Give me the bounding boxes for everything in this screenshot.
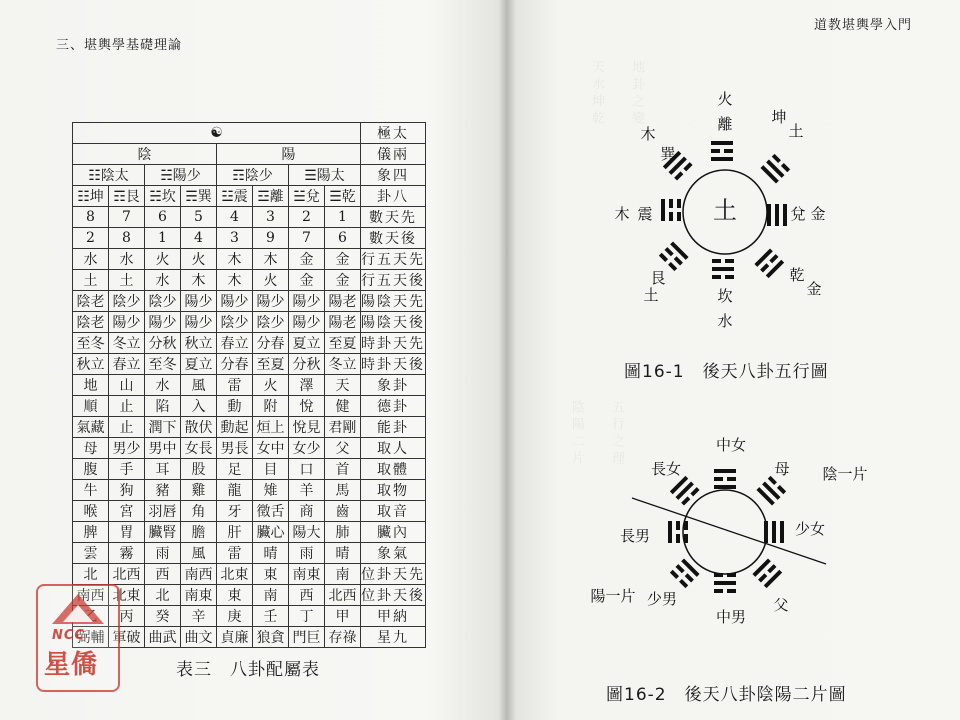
table-cell: 角 xyxy=(181,501,217,522)
diagram-label: 陽一片 xyxy=(590,587,636,605)
table-cell: 晴 xyxy=(253,543,289,564)
table-cell: 雨 xyxy=(145,543,181,564)
diagram-label: 中男 xyxy=(715,608,747,626)
table-cell: 足 xyxy=(217,459,253,480)
table-cell: 陽少 xyxy=(289,291,325,312)
table-cell: 天 xyxy=(325,375,361,396)
row-label: 位卦天先 xyxy=(361,564,426,585)
table-cell: 5 xyxy=(181,207,217,228)
table-cell: 陰少 xyxy=(253,312,289,333)
row-label: 行五天先 xyxy=(361,249,426,270)
table-cell: 牛 xyxy=(73,480,109,501)
table-cell: 春立 xyxy=(109,354,145,375)
table-cell: 木 xyxy=(181,270,217,291)
table-cell: 牙 xyxy=(217,501,253,522)
table-cell: ☴巽 xyxy=(181,186,217,207)
diagram-label: 坤 xyxy=(771,108,787,126)
table-cell: 雷 xyxy=(217,375,253,396)
diagram-label: 陰一片 xyxy=(822,465,868,483)
table-cell: 母 xyxy=(73,438,109,459)
table-cell: ☶陰少 xyxy=(217,165,289,186)
trigram-icon xyxy=(714,469,736,489)
table-cell: 至冬 xyxy=(73,333,109,354)
table-cell: 地 xyxy=(73,375,109,396)
table-cell: 冬立 xyxy=(109,333,145,354)
diagram-label: 父 xyxy=(773,596,789,614)
table-cell: 火 xyxy=(145,249,181,270)
table-cell: 分春 xyxy=(253,333,289,354)
table-cell: 齒 xyxy=(325,501,361,522)
diagram-label: 艮 xyxy=(650,269,666,287)
bleed-through-text: 五行之理 xyxy=(609,400,624,468)
table-cell: 陽少 xyxy=(289,312,325,333)
row-label: 取人 xyxy=(361,438,426,459)
table-cell: 膽 xyxy=(181,522,217,543)
table-cell: 3 xyxy=(253,207,289,228)
table-cell: 雞 xyxy=(181,480,217,501)
table-cell: 悅 xyxy=(289,396,325,417)
table-cell: 土 xyxy=(109,270,145,291)
table-cell: 脾 xyxy=(73,522,109,543)
table-cell: 軍破 xyxy=(109,627,145,648)
table-cell: 南東 xyxy=(181,585,217,606)
table-cell: 8 xyxy=(73,207,109,228)
table-cell: 腹 xyxy=(73,459,109,480)
row-label: 星九 xyxy=(361,627,426,648)
table-cell: 霧 xyxy=(109,543,145,564)
table-cell: 北 xyxy=(73,564,109,585)
table-cell: 火 xyxy=(253,375,289,396)
table-cell: 臟腎 xyxy=(145,522,181,543)
table-cell: 陷 xyxy=(145,396,181,417)
stamp-latin: NCC xyxy=(52,628,85,643)
table-cell: 門巨 xyxy=(289,627,325,648)
table-cell: 6 xyxy=(325,228,361,249)
table-cell: 狗 xyxy=(109,480,145,501)
table-cell: 7 xyxy=(109,207,145,228)
table-cell: 癸 xyxy=(145,606,181,627)
table-cell: 首 xyxy=(325,459,361,480)
table-cell: 君剛 xyxy=(325,417,361,438)
table-cell: 宮 xyxy=(109,501,145,522)
table-cell: 陽 xyxy=(217,144,361,165)
table-cell: 雷 xyxy=(217,543,253,564)
table-cell: 2 xyxy=(73,228,109,249)
diagram-label: 金 xyxy=(810,205,826,223)
table-cell: 陰 xyxy=(73,144,217,165)
bleed-through-text: 天水坤乾 xyxy=(589,60,604,128)
table-cell: ☯ xyxy=(73,123,361,144)
row-label: 位卦天後 xyxy=(361,585,426,606)
diagram-label: 震 xyxy=(637,205,653,223)
table-cell: 陰少 xyxy=(217,312,253,333)
row-label: 象卦 xyxy=(361,375,426,396)
table-cell: ☷陰太 xyxy=(73,165,145,186)
table-cell: ☵坎 xyxy=(145,186,181,207)
diagram-label: 金 xyxy=(806,280,822,298)
table-cell: 悅見 xyxy=(289,417,325,438)
row-label: 象四 xyxy=(361,165,426,186)
table-cell: 金 xyxy=(289,270,325,291)
table-cell: ☵陽少 xyxy=(145,165,217,186)
table-cell: 南西 xyxy=(73,585,109,606)
table-cell: 馬 xyxy=(325,480,361,501)
table-cell: 水 xyxy=(73,249,109,270)
table-cell: 陽少 xyxy=(145,312,181,333)
row-label: 取物 xyxy=(361,480,426,501)
row-label: 德卦 xyxy=(361,396,426,417)
table-cell: 水 xyxy=(109,249,145,270)
table-cell: 陽少 xyxy=(217,291,253,312)
row-label: 象氣 xyxy=(361,543,426,564)
diagram-label: 土 xyxy=(788,122,804,140)
center-label: 土 xyxy=(713,196,737,225)
table-cell: 烜上 xyxy=(253,417,289,438)
table-cell: 胃 xyxy=(109,522,145,543)
table-cell: 存祿 xyxy=(325,627,361,648)
table-cell: 夏立 xyxy=(289,333,325,354)
table-cell: 豬 xyxy=(145,480,181,501)
table-cell: ☰陽太 xyxy=(289,165,361,186)
table-cell: 陽少 xyxy=(181,291,217,312)
table-cell: 北 xyxy=(145,585,181,606)
trigram-icon xyxy=(754,248,784,278)
row-label: 時卦天後 xyxy=(361,354,426,375)
figure1-caption: 圖16-1 後天八卦五行圖 xyxy=(624,362,829,382)
table-cell: 女中 xyxy=(253,438,289,459)
table-cell: 狼貪 xyxy=(253,627,289,648)
table-caption: 表三 八卦配屬表 xyxy=(176,660,320,680)
trigram-icon xyxy=(670,476,700,506)
table-cell: 健 xyxy=(325,396,361,417)
table-cell: 壬 xyxy=(253,606,289,627)
table-cell: 貞廉 xyxy=(217,627,253,648)
table-cell: 甲 xyxy=(325,606,361,627)
table-cell: 陽少 xyxy=(109,312,145,333)
table-cell: 分秋 xyxy=(289,354,325,375)
diagram-label: 乾 xyxy=(789,266,805,284)
table-cell: 男中 xyxy=(145,438,181,459)
diagram-label: 水 xyxy=(717,312,733,330)
bleed-through-text: 陰陽二片 xyxy=(569,400,584,468)
diagram-label: 母 xyxy=(774,460,790,478)
table-cell: 男少 xyxy=(109,438,145,459)
left-running-title: 三、堪輿學基礎理論 xyxy=(56,38,183,53)
table-cell: 耳 xyxy=(145,459,181,480)
table-cell: 土 xyxy=(73,270,109,291)
table-cell: 冬立 xyxy=(325,354,361,375)
table-cell: 北東 xyxy=(109,585,145,606)
table-cell: 陰少 xyxy=(109,291,145,312)
table-cell: 辛 xyxy=(181,606,217,627)
table-cell: 東 xyxy=(217,585,253,606)
table-cell: 弼輔 xyxy=(73,627,109,648)
diagram-label: 中女 xyxy=(715,436,747,454)
table-cell: 7 xyxy=(289,228,325,249)
row-label: 甲納 xyxy=(361,606,426,627)
table-cell: 曲武 xyxy=(145,627,181,648)
table-cell: 止 xyxy=(109,396,145,417)
table-cell: 曲文 xyxy=(181,627,217,648)
table-cell: 8 xyxy=(109,228,145,249)
table-cell: 金 xyxy=(325,249,361,270)
table-cell: 陽少 xyxy=(253,291,289,312)
table-cell: 徵舌 xyxy=(253,501,289,522)
table-cell: 木 xyxy=(217,249,253,270)
table-cell: 分秋 xyxy=(145,333,181,354)
watermark-stamp xyxy=(36,584,120,692)
trigram-icon xyxy=(752,558,782,588)
table-cell: 順 xyxy=(73,396,109,417)
table-cell: ☰乾 xyxy=(325,186,361,207)
table-cell: 動起 xyxy=(217,417,253,438)
diagram-label: 木 xyxy=(614,205,630,223)
trigram-icon xyxy=(764,521,784,543)
trigram-icon xyxy=(760,154,790,184)
row-label: 數天先 xyxy=(361,207,426,228)
table-cell: 男長 xyxy=(217,438,253,459)
row-label: 數天後 xyxy=(361,228,426,249)
table-cell: ☱兌 xyxy=(289,186,325,207)
table-cell: 春立 xyxy=(217,333,253,354)
table-cell: 秋立 xyxy=(73,354,109,375)
table-cell: ☳震 xyxy=(217,186,253,207)
table-cell: 北西 xyxy=(325,585,361,606)
table-cell: 肝 xyxy=(217,522,253,543)
diagram-label: 少男 xyxy=(646,590,678,608)
diagram-label: 長男 xyxy=(619,527,651,545)
table-cell: 分春 xyxy=(217,354,253,375)
table-cell: 陽老 xyxy=(325,291,361,312)
table-cell: 氣藏 xyxy=(73,417,109,438)
table-cell: 雉 xyxy=(253,480,289,501)
table-cell: 西 xyxy=(289,585,325,606)
table-cell: 西 xyxy=(145,564,181,585)
table-cell: 陰老 xyxy=(73,312,109,333)
row-label: 陽陰天先 xyxy=(361,291,426,312)
table-cell: 手 xyxy=(109,459,145,480)
table-cell: 夏立 xyxy=(181,354,217,375)
row-label: 極太 xyxy=(361,123,426,144)
trigram-icon xyxy=(714,573,736,593)
table-cell: 3 xyxy=(217,228,253,249)
table-cell: 陰老 xyxy=(73,291,109,312)
table-cell: 肺 xyxy=(325,522,361,543)
table-cell: 南 xyxy=(253,585,289,606)
table-cell: 1 xyxy=(145,228,181,249)
table-cell: 金 xyxy=(289,249,325,270)
diagram-label: 兌 xyxy=(790,205,806,223)
table-cell: 至夏 xyxy=(325,333,361,354)
row-label: 行五天後 xyxy=(361,270,426,291)
table-cell: 散伏 xyxy=(181,417,217,438)
diagram-label: 土 xyxy=(643,286,659,304)
trigram-icon xyxy=(767,204,787,226)
table-cell: 水 xyxy=(145,270,181,291)
table-cell: 風 xyxy=(181,375,217,396)
table-cell: 澤 xyxy=(289,375,325,396)
diagram-label: 火 xyxy=(717,90,733,108)
table-cell: 陽少 xyxy=(181,312,217,333)
table-cell: 金 xyxy=(325,270,361,291)
table-cell: 喉 xyxy=(73,501,109,522)
table-cell: 木 xyxy=(217,270,253,291)
table-cell: 山 xyxy=(109,375,145,396)
diagram-label: 離 xyxy=(717,115,733,133)
table-cell: 女少 xyxy=(289,438,325,459)
trigram-icon xyxy=(670,558,700,588)
table-cell: 口 xyxy=(289,459,325,480)
table-cell: 1 xyxy=(325,207,361,228)
table-cell: 丙 xyxy=(109,606,145,627)
row-label: 臟內 xyxy=(361,522,426,543)
table-cell: 南西 xyxy=(181,564,217,585)
bleed-through-text: 地卦之變 xyxy=(629,60,644,128)
table-cell: 乙 xyxy=(73,606,109,627)
table-cell: 股 xyxy=(181,459,217,480)
table-cell: 至夏 xyxy=(253,354,289,375)
trigram-icon xyxy=(668,521,688,543)
table-cell: 雨 xyxy=(289,543,325,564)
table-cell: 水 xyxy=(145,375,181,396)
table-cell: 龍 xyxy=(217,480,253,501)
center-circle xyxy=(683,490,767,574)
trigram-icon xyxy=(756,476,786,506)
trigram-icon xyxy=(659,241,689,271)
table-cell: 9 xyxy=(253,228,289,249)
right-running-title: 道教堪輿學入門 xyxy=(814,18,913,33)
row-label: 取體 xyxy=(361,459,426,480)
table-cell: 庚 xyxy=(217,606,253,627)
diagram-label: 少女 xyxy=(794,520,826,538)
row-label: 陽陰天後 xyxy=(361,312,426,333)
table-cell: 南 xyxy=(325,564,361,585)
table-cell: 臟心 xyxy=(253,522,289,543)
row-label: 時卦天先 xyxy=(361,333,426,354)
row-label: 能卦 xyxy=(361,417,426,438)
table-cell: 至冬 xyxy=(145,354,181,375)
trigram-icon xyxy=(661,199,681,221)
table-cell: ☶艮 xyxy=(109,186,145,207)
table-cell: 4 xyxy=(217,207,253,228)
table-cell: 北東 xyxy=(217,564,253,585)
table-cell: 入 xyxy=(181,396,217,417)
table-cell: 女長 xyxy=(181,438,217,459)
trigram-icon xyxy=(711,141,733,161)
table-cell: 秋立 xyxy=(181,333,217,354)
row-label: 卦八 xyxy=(361,186,426,207)
table-cell: 2 xyxy=(289,207,325,228)
diagram-label: 木 xyxy=(640,125,656,143)
table-cell: 北西 xyxy=(109,564,145,585)
table-cell: 商 xyxy=(289,501,325,522)
five-element-diagram xyxy=(614,90,825,330)
table-cell: 潤下 xyxy=(145,417,181,438)
table-cell: 父 xyxy=(325,438,361,459)
diagram-label: 長女 xyxy=(650,460,682,478)
row-label: 取音 xyxy=(361,501,426,522)
table-cell: 動 xyxy=(217,396,253,417)
table-cell: 火 xyxy=(253,270,289,291)
table-cell: 雲 xyxy=(73,543,109,564)
row-label: 儀兩 xyxy=(361,144,426,165)
table-cell: 晴 xyxy=(325,543,361,564)
table-cell: 陽老 xyxy=(325,312,361,333)
table-cell: 6 xyxy=(145,207,181,228)
table-cell: 風 xyxy=(181,543,217,564)
diagram-label: 坎 xyxy=(717,287,733,305)
yin-yang-diagram xyxy=(590,436,867,626)
table-cell: 火 xyxy=(181,249,217,270)
table-cell: 南東 xyxy=(289,564,325,585)
table-cell: 木 xyxy=(253,249,289,270)
table-cell: 陰少 xyxy=(145,291,181,312)
table-cell: 目 xyxy=(253,459,289,480)
trigram-icon xyxy=(712,259,734,279)
figure2-caption: 圖16-2 後天八卦陰陽二片圖 xyxy=(606,685,847,705)
table-cell: 羊 xyxy=(289,480,325,501)
table-cell: 丁 xyxy=(289,606,325,627)
table-cell: 東 xyxy=(253,564,289,585)
table-cell: 附 xyxy=(253,396,289,417)
stamp-name: 星僑 xyxy=(44,650,99,680)
table-cell: 羽唇 xyxy=(145,501,181,522)
table-cell: ☷坤 xyxy=(73,186,109,207)
table-cell: 止 xyxy=(109,417,145,438)
table-cell: ☲離 xyxy=(253,186,289,207)
table-cell: 4 xyxy=(181,228,217,249)
diagram-label: 巽 xyxy=(660,145,676,163)
table-cell: 陽大 xyxy=(289,522,325,543)
